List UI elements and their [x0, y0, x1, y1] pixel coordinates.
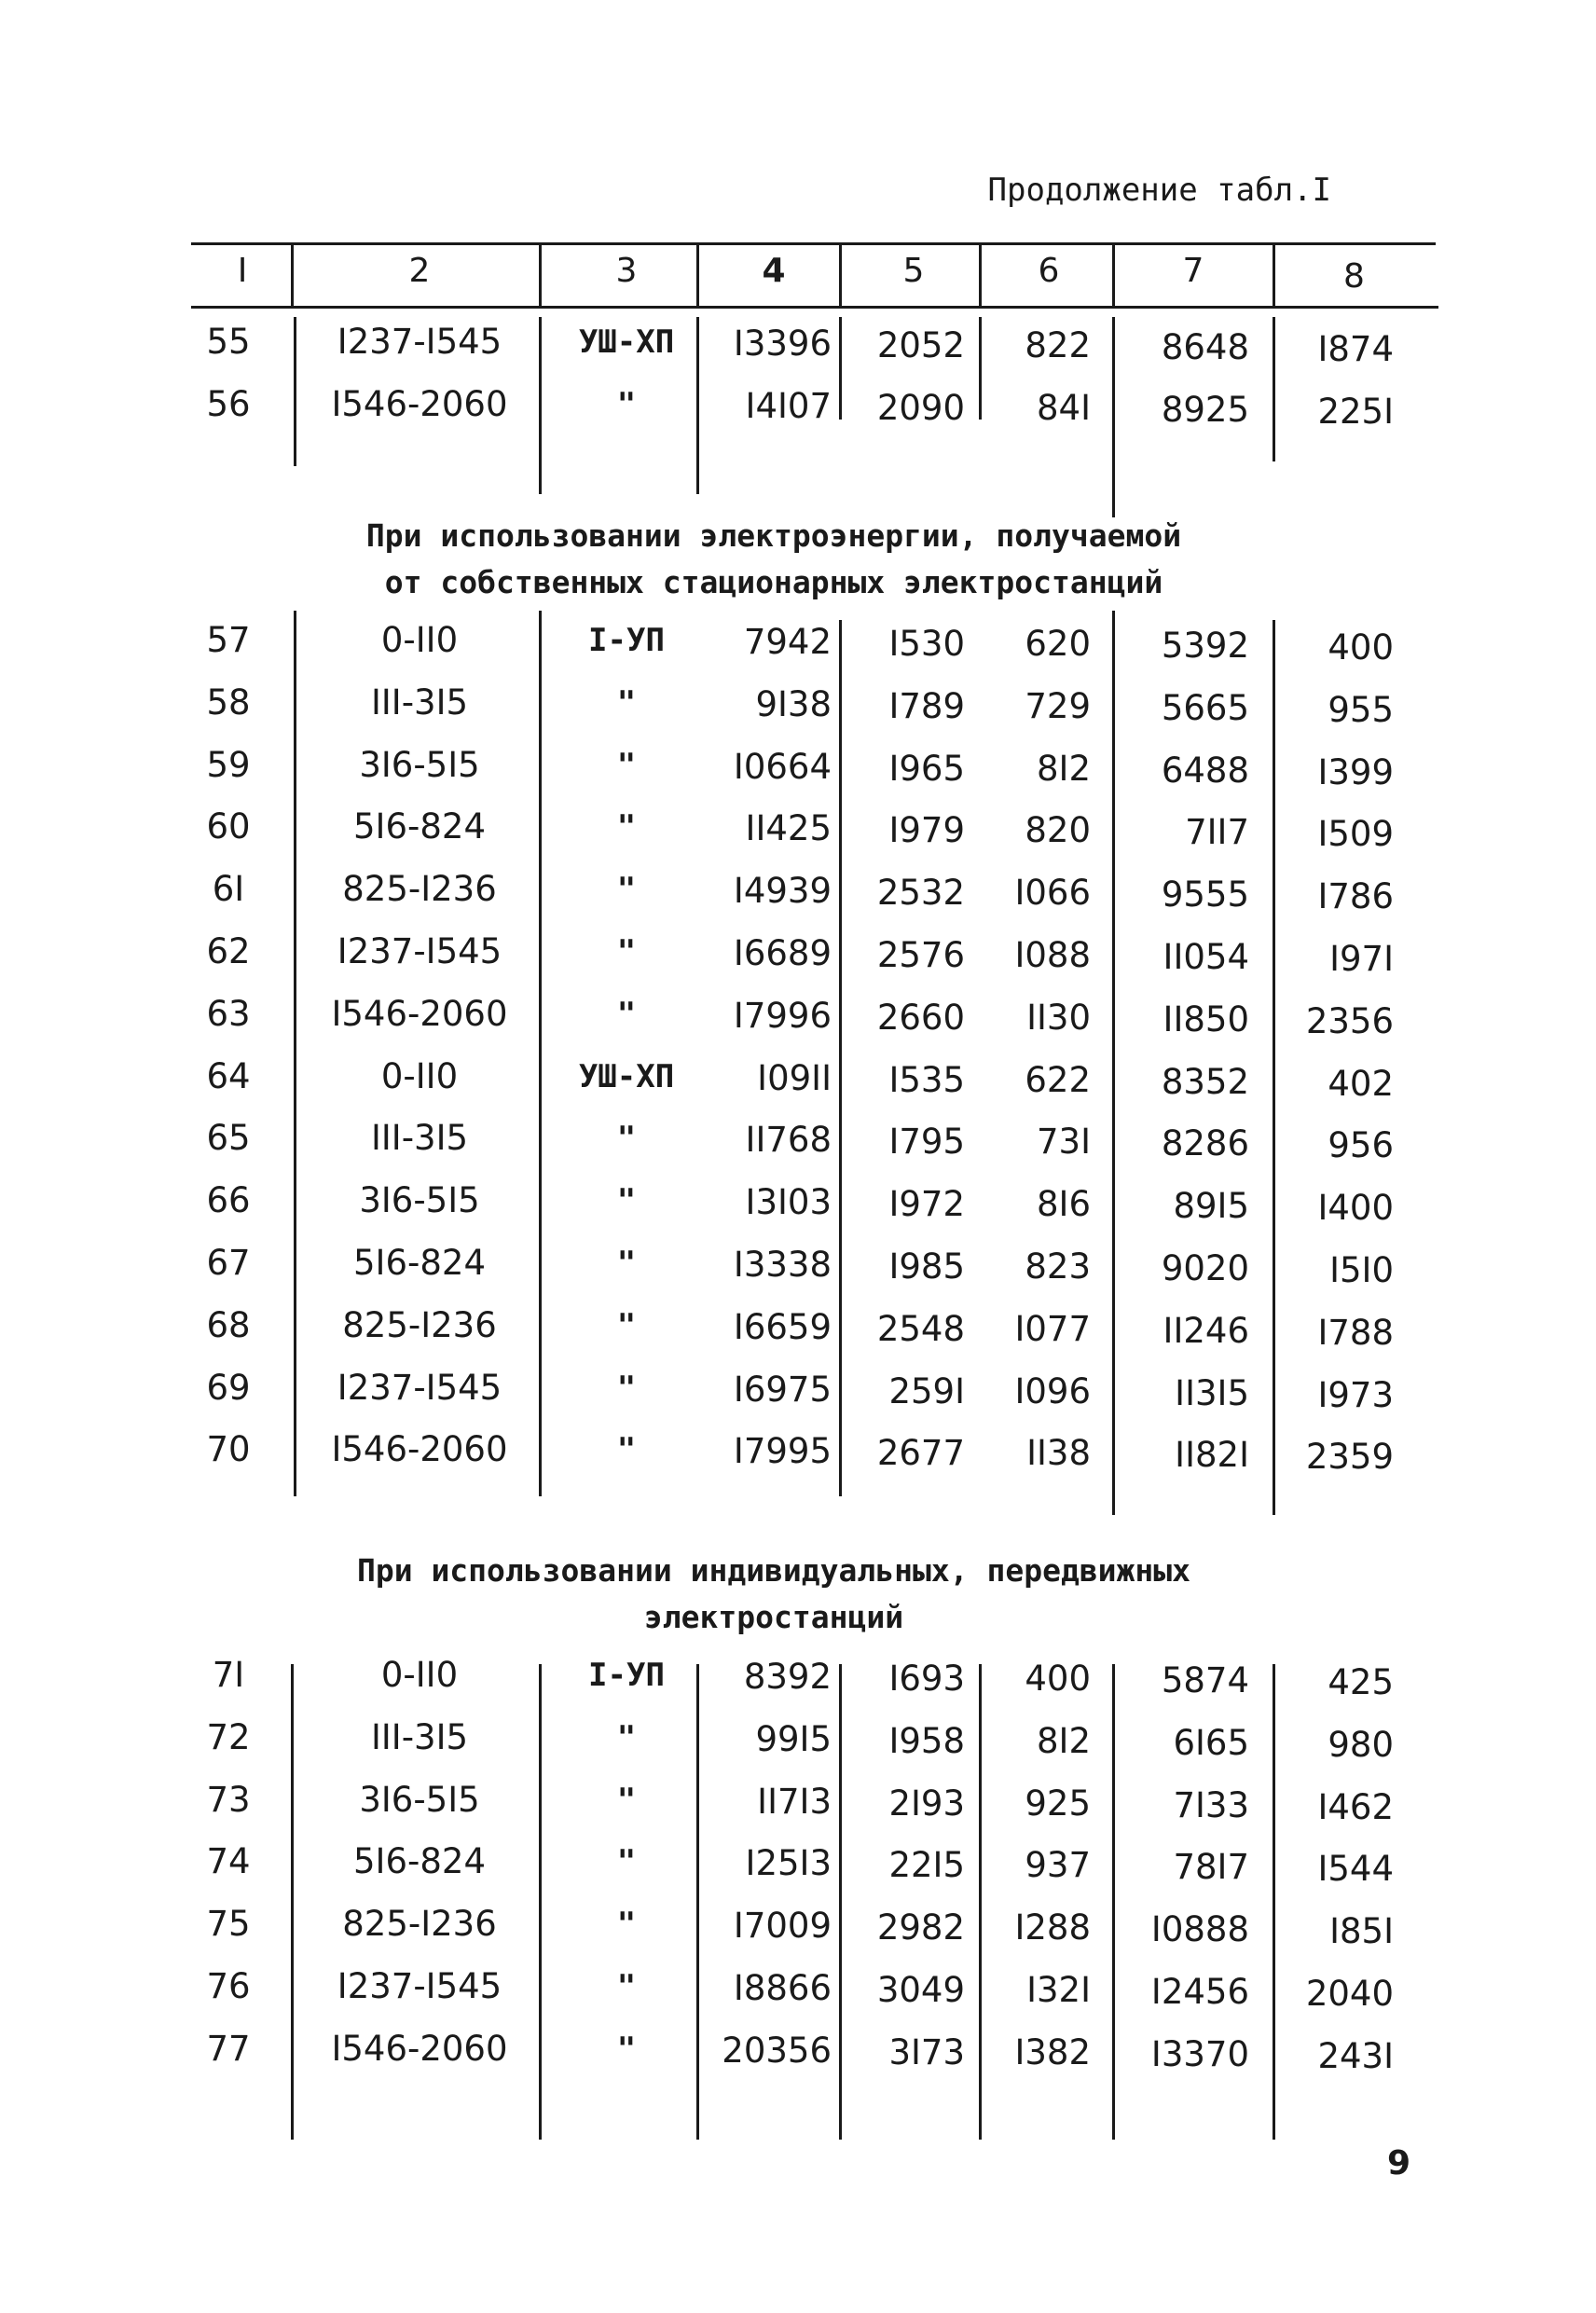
cell-col-5: 2I93 [888, 1783, 965, 1824]
cell-zone: " [616, 1843, 637, 1881]
cell-col-7: 7I33 [1173, 1784, 1249, 1825]
column-divider [291, 1664, 294, 2140]
cell-row-number: 7I [212, 1655, 245, 1695]
cell-col-4: I4I07 [745, 386, 832, 426]
cell-range: 825-I236 [342, 869, 497, 910]
cell-range: I546-2060 [331, 993, 508, 1034]
cell-col-5: 2090 [876, 388, 965, 428]
cell-col-4: I7995 [733, 1431, 832, 1472]
cell-zone: " [616, 1718, 637, 1756]
cell-col-6: 937 [1025, 1845, 1091, 1886]
cell-row-number: 74 [206, 1841, 251, 1882]
cell-col-4: I0664 [733, 746, 832, 787]
cell-range: 3I6-5I5 [359, 1180, 480, 1221]
cell-range: I237-I545 [337, 931, 502, 971]
cell-col-4: 8392 [743, 1657, 832, 1697]
cell-col-7: 9555 [1161, 874, 1249, 916]
cell-row-number: 66 [206, 1180, 251, 1221]
cell-row-number: 58 [206, 682, 251, 723]
cell-col-7: 6488 [1161, 750, 1249, 791]
cell-col-7: 7II7 [1185, 812, 1249, 853]
cell-row-number: 65 [206, 1118, 251, 1159]
cell-col-8: I85I [1329, 1911, 1394, 1952]
column-divider [1273, 1664, 1275, 2140]
cell-col-5: I979 [888, 810, 965, 851]
cell-col-8: 955 [1328, 689, 1394, 730]
cell-col-8: I97I [1329, 939, 1394, 979]
cell-row-number: 63 [206, 993, 251, 1034]
cell-col-8: I509 [1317, 814, 1394, 855]
cell-col-6: 823 [1025, 1246, 1091, 1287]
cell-col-8: 2356 [1305, 1000, 1394, 1041]
cell-col-8: I462 [1317, 1786, 1394, 1827]
cell-col-8: I973 [1317, 1374, 1394, 1415]
header-col-1: I [237, 252, 248, 290]
cell-col-5: 2052 [876, 325, 965, 365]
cell-col-6: I32I [1026, 1970, 1091, 2010]
cell-col-5: 2548 [876, 1308, 965, 1349]
cell-col-7: 78I7 [1173, 1847, 1249, 1888]
cell-col-7: 9020 [1161, 1248, 1249, 1288]
section-heading-line: от собственных стационарных электростанций [384, 564, 1163, 600]
cell-col-6: I077 [1014, 1308, 1091, 1349]
cell-col-6: 8I6 [1037, 1184, 1091, 1225]
cell-col-4: I8866 [733, 1968, 832, 2008]
cell-col-8: 225I [1317, 392, 1394, 432]
header-col-8: 8 [1343, 257, 1365, 296]
cell-range: 0-II0 [380, 1655, 459, 1695]
cell-zone: " [616, 1306, 637, 1344]
cell-row-number: 75 [206, 1904, 251, 1945]
section-heading-line: При использовании электроэнергии, получаемой [365, 517, 1182, 554]
column-divider [539, 611, 542, 1496]
cell-row-number: 76 [206, 1966, 251, 2006]
cell-zone: УШ-ХП [578, 324, 675, 361]
cell-row-number: 60 [206, 806, 251, 847]
cell-col-4: II768 [745, 1120, 832, 1161]
cell-col-5: I789 [888, 685, 965, 726]
cell-row-number: 70 [206, 1429, 251, 1470]
page-number: 9 [1387, 2144, 1411, 2182]
cell-zone: " [616, 2030, 637, 2068]
cell-col-4: II7I3 [757, 1781, 832, 1822]
header-col-4: 4 [762, 252, 786, 290]
cell-range: 3I6-5I5 [359, 1779, 480, 1820]
cell-col-7: 6I65 [1173, 1722, 1249, 1763]
section-heading-line: При использовании индивидуальных, передвижных [356, 1552, 1191, 1589]
cell-col-8: I399 [1317, 751, 1394, 792]
cell-row-number: 6I [212, 869, 245, 910]
cell-col-7: 8925 [1161, 390, 1249, 430]
cell-range: I546-2060 [331, 384, 508, 424]
cell-col-8: I786 [1317, 876, 1394, 917]
column-divider [839, 620, 842, 1496]
cell-col-5: 22I5 [888, 1845, 965, 1886]
cell-col-8: I874 [1317, 329, 1394, 369]
cell-col-6: I096 [1014, 1370, 1091, 1411]
cell-row-number: 72 [206, 1716, 251, 1757]
cell-zone: " [616, 683, 637, 722]
cell-col-7: II850 [1163, 998, 1249, 1039]
cell-range: 3I6-5I5 [359, 744, 480, 785]
header-divider [1273, 242, 1275, 308]
cell-col-6: 622 [1025, 1059, 1091, 1100]
cell-col-5: 2576 [876, 935, 965, 975]
cell-row-number: 64 [206, 1055, 251, 1096]
cell-zone: " [616, 1906, 637, 1944]
cell-col-5: 3049 [876, 1970, 965, 2010]
cell-col-4: I3338 [733, 1245, 832, 1285]
header-divider [539, 242, 542, 308]
header-divider [291, 242, 294, 308]
cell-col-7: 5392 [1161, 626, 1249, 666]
cell-col-4: I6975 [733, 1369, 832, 1410]
section-heading-mobile [280, 1548, 1268, 1641]
cell-col-4: I7996 [733, 995, 832, 1036]
cell-col-4: I25I3 [745, 1843, 832, 1884]
cell-col-7: II054 [1163, 937, 1249, 977]
cell-range: III-3I5 [370, 1118, 469, 1159]
cell-col-6: 400 [1025, 1659, 1091, 1699]
cell-col-5: 3I73 [888, 2031, 965, 2072]
cell-zone: I-УП [588, 1657, 665, 1694]
cell-col-7: II82I [1175, 1435, 1249, 1476]
cell-col-6: 822 [1025, 325, 1091, 365]
cell-col-5: 2677 [876, 1433, 965, 1474]
cell-col-8: 400 [1328, 627, 1394, 668]
cell-zone: I-УП [588, 622, 665, 659]
cell-col-7: 89I5 [1173, 1186, 1249, 1227]
cell-col-6: 8I2 [1037, 1720, 1091, 1761]
cell-range: 5I6-824 [353, 1841, 486, 1882]
column-divider [839, 317, 842, 420]
cell-range: 5I6-824 [353, 1243, 486, 1283]
cell-col-7: I0888 [1150, 1909, 1249, 1950]
cell-col-8: 2040 [1305, 1974, 1394, 2014]
cell-col-8: I544 [1317, 1849, 1394, 1890]
cell-zone: " [616, 871, 637, 909]
cell-range: 825-I236 [342, 1304, 497, 1345]
section-heading-stationary [280, 513, 1268, 606]
cell-col-8: I788 [1317, 1312, 1394, 1353]
cell-range: 5I6-824 [353, 806, 486, 847]
cell-range: I546-2060 [331, 1429, 508, 1470]
cell-zone: " [616, 1968, 637, 2005]
cell-col-6: 925 [1025, 1783, 1091, 1824]
cell-col-5: 2982 [876, 1907, 965, 1948]
cell-col-5: I972 [888, 1184, 965, 1225]
cell-col-8: 2359 [1305, 1437, 1394, 1478]
cell-col-6: 729 [1025, 685, 1091, 726]
cell-row-number: 59 [206, 744, 251, 785]
cell-col-7: 5874 [1161, 1660, 1249, 1700]
cell-col-6: I382 [1014, 2031, 1091, 2072]
cell-col-4: I7009 [733, 1906, 832, 1947]
cell-range: 825-I236 [342, 1904, 497, 1945]
cell-col-4: I6689 [733, 933, 832, 973]
cell-col-5: 259I [888, 1370, 965, 1411]
header-divider [839, 242, 842, 308]
cell-col-6: I066 [1014, 873, 1091, 914]
cell-row-number: 77 [206, 2028, 251, 2069]
cell-col-7: 8286 [1161, 1123, 1249, 1164]
header-col-5: 5 [902, 252, 925, 290]
cell-col-7: I2456 [1150, 1972, 1249, 2012]
cell-col-7: 8648 [1161, 327, 1249, 367]
cell-col-5: I535 [888, 1059, 965, 1100]
cell-col-8: I400 [1317, 1188, 1394, 1229]
cell-range: III-3I5 [370, 682, 469, 723]
column-divider [1273, 620, 1275, 1515]
cell-row-number: 62 [206, 931, 251, 971]
cell-row-number: 56 [206, 384, 251, 424]
cell-row-number: 55 [206, 322, 251, 362]
header-col-7: 7 [1182, 252, 1204, 290]
cell-col-5: 2660 [876, 997, 965, 1038]
cell-zone: " [616, 1431, 637, 1469]
cell-col-6: 620 [1025, 624, 1091, 664]
cell-col-7: I3370 [1150, 2033, 1249, 2074]
header-divider [1112, 242, 1115, 308]
cell-col-4: I3I03 [745, 1182, 832, 1223]
cell-col-8: 402 [1328, 1063, 1394, 1104]
cell-zone: " [616, 933, 637, 971]
cell-col-4: 7942 [743, 622, 832, 662]
cell-col-5: I530 [888, 624, 965, 664]
header-col-3: 3 [615, 252, 638, 290]
cell-col-6: I288 [1014, 1907, 1091, 1948]
cell-col-4: I09II [757, 1057, 832, 1098]
table-top-rule [191, 242, 1436, 245]
column-divider [1273, 317, 1275, 461]
cell-col-5: 2532 [876, 873, 965, 914]
cell-col-7: 8352 [1161, 1061, 1249, 1102]
cell-col-6: 84I [1037, 388, 1091, 428]
cell-col-4: II425 [745, 808, 832, 849]
cell-zone: " [616, 386, 637, 423]
cell-zone: " [616, 1369, 637, 1407]
cell-col-6: II30 [1026, 997, 1091, 1038]
cell-col-8: 956 [1328, 1125, 1394, 1166]
cell-col-4: 9I38 [755, 683, 832, 724]
cell-col-6: 73I [1037, 1122, 1091, 1163]
header-bottom-rule [191, 306, 1438, 309]
cell-col-4: I4939 [733, 871, 832, 912]
column-divider [294, 317, 296, 466]
column-divider [839, 1664, 842, 2140]
cell-row-number: 73 [206, 1779, 251, 1820]
section-heading-line: электростанций [643, 1599, 904, 1635]
cell-col-7: II246 [1163, 1310, 1249, 1351]
cell-zone: " [616, 1120, 637, 1158]
cell-col-6: I088 [1014, 935, 1091, 975]
cell-zone: " [616, 995, 637, 1033]
cell-range: I546-2060 [331, 2028, 508, 2069]
cell-col-5: I693 [888, 1659, 965, 1699]
cell-zone: " [616, 1245, 637, 1282]
cell-zone: " [616, 808, 637, 847]
cell-col-4: 99I5 [755, 1718, 832, 1759]
header-divider [979, 242, 982, 308]
cell-col-7: II3I5 [1175, 1372, 1249, 1413]
cell-col-6: 8I2 [1037, 748, 1091, 789]
cell-range: 0-II0 [380, 1055, 459, 1096]
cell-col-8: 980 [1328, 1724, 1394, 1765]
cell-col-8: 243I [1317, 2035, 1394, 2076]
cell-range: 0-II0 [380, 620, 459, 660]
column-divider [294, 611, 296, 1496]
cell-col-6: II38 [1026, 1433, 1091, 1474]
cell-row-number: 68 [206, 1304, 251, 1345]
cell-col-7: 5665 [1161, 687, 1249, 728]
cell-zone: УШ-ХП [578, 1057, 675, 1095]
header-col-6: 6 [1038, 252, 1060, 290]
cell-col-4: I3396 [733, 324, 832, 364]
cell-col-4: I6659 [733, 1306, 832, 1347]
cell-zone: " [616, 746, 637, 784]
cell-zone: " [616, 1182, 637, 1220]
column-divider [979, 1664, 982, 2140]
cell-range: I237-I545 [337, 1367, 502, 1408]
cell-row-number: 69 [206, 1367, 251, 1408]
cell-row-number: 57 [206, 620, 251, 660]
cell-col-6: 820 [1025, 810, 1091, 851]
cell-range: I237-I545 [337, 322, 502, 362]
table-caption: Продолжение табл.I [987, 172, 1331, 209]
cell-range: I237-I545 [337, 1966, 502, 2006]
cell-col-5: I965 [888, 748, 965, 789]
cell-col-4: 20356 [722, 2030, 832, 2071]
cell-range: III-3I5 [370, 1716, 469, 1757]
cell-col-5: I795 [888, 1122, 965, 1163]
cell-col-8: 425 [1328, 1662, 1394, 1702]
column-divider [979, 317, 982, 420]
header-divider [696, 242, 699, 308]
cell-col-8: I5I0 [1329, 1250, 1394, 1290]
cell-row-number: 67 [206, 1243, 251, 1283]
cell-col-5: I985 [888, 1246, 965, 1287]
cell-zone: " [616, 1781, 637, 1819]
cell-col-5: I958 [888, 1720, 965, 1761]
header-col-2: 2 [408, 252, 431, 290]
